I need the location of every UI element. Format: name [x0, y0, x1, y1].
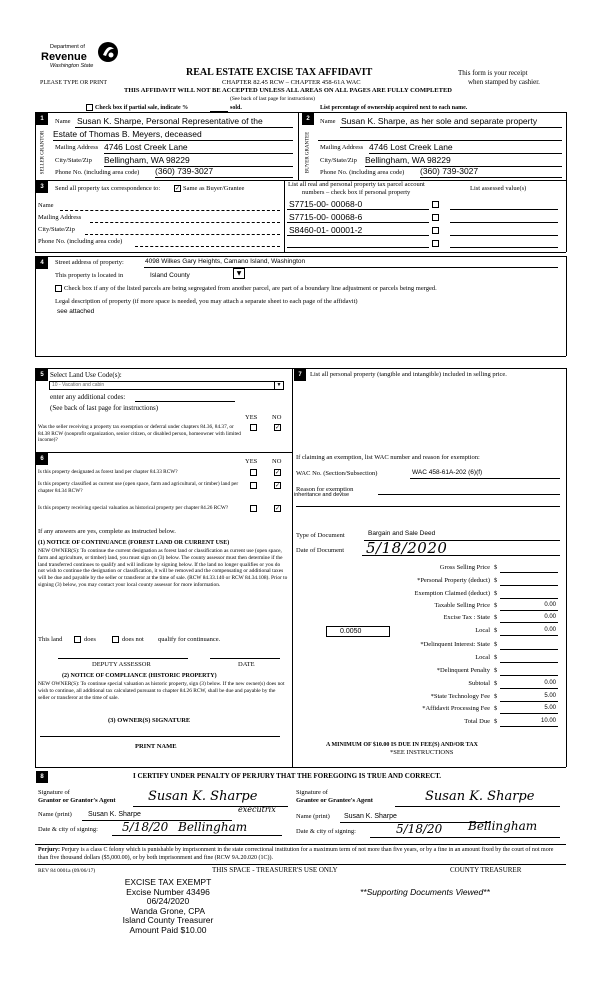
- parcel-number[interactable]: S7715-00- 00068-0: [289, 199, 363, 209]
- land-use-see-back: (See back of last page for instructions): [50, 404, 159, 412]
- see-instructions-note: *SEE INSTRUCTIONS: [390, 749, 454, 756]
- sec5-no-header: NO: [272, 414, 282, 421]
- current-use-yes-checkbox[interactable]: [250, 482, 257, 489]
- parcel-number[interactable]: S7715-00- 00068-6: [289, 212, 363, 222]
- box-rule: [35, 256, 566, 257]
- wac-label: WAC No. (Section/Subsection): [296, 470, 378, 477]
- buyer-grantee-label: BUYER GRANTEE: [305, 131, 311, 174]
- reason-line: [378, 494, 560, 495]
- minimum-fee-note: A MINIMUM OF $10.00 IS DUE IN FEE(S) AND/OR TAX: [326, 742, 478, 748]
- reason-line-2: [296, 506, 560, 507]
- tax-row-value[interactable]: 0.00: [544, 627, 556, 633]
- corr-phone-line[interactable]: [135, 246, 280, 247]
- county-treasurer-label: COUNTY TREASURER: [450, 866, 522, 874]
- chevron-down-icon[interactable]: ▼: [274, 382, 283, 389]
- tax-row-line: [500, 713, 558, 714]
- assessed-value-line[interactable]: [450, 247, 558, 248]
- please-type: PLEASE TYPE OR PRINT: [40, 80, 108, 86]
- tax-row-line: [500, 622, 558, 623]
- legal-desc-label: Legal description of property (if more space is needed, you may attach a separate sheet to each page of the affidavit): [55, 298, 358, 305]
- grantee-city-value[interactable]: Bellingham: [468, 819, 538, 833]
- corr-address-line[interactable]: [90, 222, 280, 223]
- assessed-value-line[interactable]: [450, 209, 558, 210]
- grantor-name-label: Name (print): [38, 811, 72, 818]
- box-rule: [35, 112, 566, 113]
- tax-row-dollar: $: [494, 627, 498, 634]
- supporting-docs-note: **Supporting Documents Viewed**: [360, 887, 490, 897]
- tax-row-label: *State Technology Fee: [430, 693, 490, 700]
- section-8-number: 8: [36, 771, 48, 783]
- doc-type-value[interactable]: Bargain and Sale Deed: [368, 530, 436, 537]
- tax-row-line: [500, 635, 558, 636]
- forest-yes-checkbox[interactable]: [250, 469, 257, 476]
- tax-row-line[interactable]: [500, 675, 558, 676]
- segregated-label: Check box if any of the listed parcels are being segregated from another parcel, are part of a boundary line adjustment or parcels being merged.: [64, 285, 437, 292]
- seller-city-value[interactable]: Bellingham, WA 98229: [104, 155, 190, 165]
- grantee-name-value[interactable]: Susan K. Sharpe: [344, 813, 397, 820]
- seller-address-label: Mailing Address: [55, 144, 99, 151]
- same-as-buyer-label: Same as Buyer/Grantee: [183, 185, 245, 192]
- sec6-no-header: NO: [272, 458, 282, 465]
- box-rule: [35, 452, 292, 453]
- tax-row-label: Excise Tax : State: [443, 614, 490, 621]
- historic-question: Is this property receiving special valuation as historical property per chapter 84.26 RCW?: [38, 505, 229, 511]
- dept-name: Revenue: [41, 51, 87, 63]
- does-checkbox[interactable]: [74, 636, 81, 643]
- corr-name-line[interactable]: [60, 210, 280, 211]
- exemption-no-checkbox[interactable]: ✓: [275, 424, 281, 431]
- does-label: does: [84, 636, 96, 643]
- tax-row-dollar: $: [494, 564, 498, 571]
- tax-row-label: Total Due: [464, 718, 490, 725]
- box-rule: [35, 767, 566, 768]
- street-address-line: [144, 267, 558, 268]
- seller-address-line: [104, 153, 293, 154]
- tax-row-value[interactable]: 0.00: [544, 602, 556, 608]
- exemption-header: If claiming an exemption, list WAC number and reason for exemption:: [296, 454, 480, 461]
- forest-no-checkbox[interactable]: ✓: [275, 469, 281, 476]
- box-rule: [35, 368, 36, 767]
- grantee-date-value[interactable]: 5/18/20: [396, 822, 443, 836]
- additional-codes-line[interactable]: [135, 401, 235, 402]
- grantor-signature[interactable]: Susan K. Sharpe: [148, 789, 258, 804]
- sec6-yes-header: YES: [245, 458, 258, 465]
- grantor-date-value[interactable]: 5/18/20: [122, 820, 169, 834]
- corr-phone-label: Phone No. (including area code): [38, 238, 123, 245]
- tax-row-line[interactable]: [500, 598, 558, 599]
- box-rule: [35, 256, 36, 356]
- section-4-number: 4: [36, 257, 48, 269]
- tax-row-dollar: $: [494, 614, 498, 621]
- street-address-value[interactable]: 4098 Wilkes Gary Heights, Camano Island, Washington: [145, 258, 306, 265]
- seller-grantor-sidebar: [37, 130, 47, 178]
- assessed-header: List assessed value(s): [470, 185, 527, 192]
- grantor-agent-label: Grantor or Grantor's Agent: [38, 797, 116, 804]
- notice-compliance-text: NEW OWNER(S): To continue special valuation as historic property, sign (3) below. If the new owner(s) does not wish to continue, all additional tax calculated pursuant to chapter 84.26 RCW, shall be due and payable by the seller or transferor at the time of sale.: [38, 681, 285, 701]
- county-dropdown[interactable]: ▼: [233, 268, 245, 279]
- seller-phone-label: Phone No. (including area code): [55, 169, 140, 176]
- notice-compliance-title: (2) NOTICE OF COMPLIANCE (HISTORIC PROPERTY): [62, 673, 217, 679]
- grantor-date-line: [112, 835, 282, 836]
- tax-row-dollar: $: [494, 693, 498, 700]
- buyer-address-label: Mailing Address: [320, 144, 364, 151]
- reason-value[interactable]: inheritance and devise: [294, 492, 350, 498]
- does-not-label: does not: [122, 636, 144, 643]
- if-yes-note: If any answers are yes, complete as instructed below.: [38, 528, 176, 535]
- date-line[interactable]: [210, 658, 280, 659]
- wac-line: [410, 478, 560, 479]
- seller-address-value[interactable]: 4746 Lost Creek Lane: [104, 142, 188, 152]
- certify-statement: I CERTIFY UNDER PENALTY OF PERJURY THAT THE FOREGOING IS TRUE AND CORRECT.: [133, 772, 442, 780]
- see-back-note: (See back of last page for instructions): [230, 96, 315, 102]
- buyer-name-value[interactable]: Susan K. Sharpe, as her sole and separate property: [341, 116, 538, 126]
- form-title: REAL ESTATE EXCISE TAX AFFIDAVIT: [186, 67, 373, 78]
- tax-row-label: Local: [475, 627, 490, 634]
- doc-type-label: Type of Document: [296, 532, 345, 539]
- buyer-address-value[interactable]: 4746 Lost Creek Lane: [369, 142, 453, 152]
- forest-land-question: Is this property designated as forest land per chapter 84.33 RCW?: [38, 469, 178, 475]
- parcel-number[interactable]: S8460-01- 00001-2: [289, 225, 363, 235]
- seller-name-value-2[interactable]: Estate of Thomas B. Meyers, deceased: [53, 129, 202, 139]
- buyer-city-label: City/State/Zip: [320, 157, 357, 164]
- current-use-question: Is this property classified as current use (open space, farm and agricultural, or timber) land per chapter 84.34 RCW?: [38, 481, 239, 494]
- doc-date-label: Date of Document: [296, 547, 345, 554]
- buyer-phone-line: [420, 177, 562, 178]
- box-rule: [284, 180, 285, 252]
- section-6-number: 6: [36, 453, 48, 465]
- street-address-label: Street address of property:: [55, 259, 124, 266]
- personal-property-checkbox[interactable]: [432, 214, 439, 221]
- located-in-label: This property is located in: [55, 272, 124, 279]
- county-value: Island County: [150, 272, 190, 279]
- grantor-sig-label: Signature of: [38, 789, 70, 796]
- corr-city-line[interactable]: [85, 234, 280, 235]
- grantee-agent-label: Grantee or Grantee's Agent: [296, 797, 373, 804]
- seller-phone-value[interactable]: (360) 739-3027: [155, 166, 214, 176]
- land-use-dropdown[interactable]: [49, 381, 284, 390]
- tax-row-dollar: $: [494, 577, 498, 584]
- historic-no-checkbox[interactable]: ✓: [275, 505, 281, 512]
- segregated-checkbox[interactable]: [55, 285, 62, 292]
- wac-value[interactable]: WAC 458-61A-202 (6)(f): [412, 469, 483, 476]
- dept-small: Department of: [50, 44, 85, 50]
- tax-row-line[interactable]: [500, 585, 558, 586]
- form-chapter: CHAPTER 82.45 RCW – CHAPTER 458-61A WAC: [222, 79, 361, 86]
- footer-rule: [35, 844, 566, 845]
- parcel-line: [287, 222, 429, 223]
- perjury-text: Perjury is a class C felony which is punishable by imprisonment in the state correctional institution for a maximum term of not more than five years, or by a fine in an amount fixed by the court of not more than five thousand dollars ($5,000.00), or by both imprisonment and fine (RCW 9A.20.020 (1C)).: [38, 847, 554, 861]
- personal-property-checkbox[interactable]: [432, 201, 439, 208]
- tax-row-label: *Delinquent Interest: State: [420, 641, 490, 648]
- historic-yes-checkbox[interactable]: [250, 505, 257, 512]
- parcel-line: [287, 235, 429, 236]
- exemption-yes-checkbox[interactable]: [250, 424, 257, 431]
- does-not-checkbox[interactable]: [112, 636, 119, 643]
- seller-grantor-label: SELLER GRANTOR: [40, 130, 46, 175]
- owner-signature-label: (3) OWNER(S) SIGNATURE: [108, 717, 191, 724]
- grantor-name-value[interactable]: Susan K. Sharpe: [88, 811, 141, 818]
- buyer-address-line: [369, 153, 562, 154]
- box-rule: [298, 112, 299, 180]
- tax-row-dollar: $: [494, 654, 498, 661]
- buyer-grantee-sidebar: [303, 130, 313, 178]
- same-as-buyer-checkbox[interactable]: ✓: [175, 185, 181, 192]
- parcels-header-2: numbers – check box if personal property: [302, 189, 411, 196]
- receipt-note-2: when stamped by cashier.: [468, 78, 540, 86]
- print-name-label: PRINT NAME: [135, 743, 177, 750]
- corr-name-label: Name: [38, 202, 54, 209]
- ownership-pct-label: List percentage of ownership acquired next to each name.: [320, 105, 468, 111]
- tax-row-line: [500, 688, 558, 689]
- tax-row-dollar: $: [494, 705, 498, 712]
- reason-label: Reason for exemption: [296, 486, 354, 493]
- buyer-name-label: Name: [320, 118, 336, 125]
- box-rule: [566, 112, 567, 252]
- personal-property-checkbox[interactable]: [432, 227, 439, 234]
- section-3-number: 3: [36, 181, 48, 193]
- exemption-question: Was the seller receiving a property tax exemption or deferral under chapters 84.36, 84.37, or 84.38 RCW (nonprofit organization, senior citizen, or disabled person, homeowner with limited income)?: [38, 424, 241, 444]
- stamp-line: 06/24/2020: [146, 896, 190, 906]
- seller-name-line-2: [53, 140, 293, 141]
- grantee-date-line: [370, 837, 560, 838]
- buyer-city-value[interactable]: Bellingham, WA 98229: [365, 155, 451, 165]
- tax-row-dollar: $: [494, 718, 498, 725]
- send-correspondence-label: Send all property tax correspondence to:: [55, 185, 161, 192]
- tax-row-line: [500, 610, 558, 611]
- assessed-value-line[interactable]: [450, 222, 558, 223]
- section-5-number: 5: [36, 369, 48, 381]
- tax-row-value[interactable]: 5.00: [544, 693, 556, 699]
- tax-row-label: *Affidavit Processing Fee: [422, 705, 490, 712]
- corr-address-label: Mailing Address: [38, 214, 82, 221]
- box-rule: [292, 368, 293, 767]
- grantee-sig-line: [395, 806, 560, 807]
- deputy-assessor-label: DEPUTY ASSESSOR: [92, 661, 151, 668]
- buyer-name-line-2: [318, 140, 562, 141]
- tax-row-dollar: $: [494, 641, 498, 648]
- tax-row-value[interactable]: 5.00: [544, 705, 556, 711]
- assessed-value-line[interactable]: [450, 235, 558, 236]
- tax-row-label: Gross Selling Price: [439, 564, 490, 571]
- tax-row-label: *Delinquent Penalty: [436, 667, 490, 674]
- seller-phone-line: [155, 177, 293, 178]
- tax-row-label: Local: [475, 654, 490, 661]
- corr-city-label: City/State/Zip: [38, 226, 75, 233]
- footer-rule: [35, 864, 566, 865]
- parcels-header-1: List all real and personal property tax parcel account: [288, 181, 425, 188]
- personal-property-label: List all personal property (tangible and intangible) included in selling price.: [310, 371, 507, 378]
- seller-name-label: Name: [55, 118, 71, 125]
- current-use-no-checkbox[interactable]: ✓: [275, 482, 281, 489]
- perjury-notice: [38, 847, 563, 863]
- stamp-line: Island County Treasurer: [122, 915, 214, 925]
- partial-sale-label: Check box if partial sale, indicate %: [95, 105, 189, 111]
- section-7-number: 7: [294, 369, 306, 381]
- local-rate-value: 0.0050: [340, 628, 362, 635]
- deputy-date-label: DATE: [238, 661, 255, 668]
- grantee-date-label: Date & city of signing:: [296, 828, 356, 835]
- buyer-phone-label: Phone No. (including area code): [320, 169, 405, 176]
- section-1-number: 1: [36, 113, 48, 125]
- tax-row-line: [500, 701, 558, 702]
- parcel-line[interactable]: [287, 247, 429, 248]
- land-use-value: 10 - Vacation and cabin: [52, 382, 105, 388]
- notice-continuance-title: (1) NOTICE OF CONTINUANCE (FOREST LAND OR CURRENT USE): [38, 540, 230, 546]
- dept-state: Washington State: [50, 63, 94, 69]
- tax-row-label: Exemption Claimed (deduct): [414, 590, 490, 597]
- grantee-name-label: Name (print): [296, 813, 330, 820]
- seller-name-line: [75, 127, 293, 128]
- not-accepted-notice: THIS AFFIDAVIT WILL NOT BE ACCEPTED UNLESS ALL AREAS ON ALL PAGES ARE FULLY COMPLETED: [124, 87, 452, 94]
- tax-row-line[interactable]: [500, 572, 558, 573]
- tax-row-dollar: $: [494, 590, 498, 597]
- tax-row-value[interactable]: 10.00: [540, 718, 556, 724]
- revenue-logo-icon: [96, 40, 120, 64]
- tax-row-dollar: $: [494, 680, 498, 687]
- seller-city-label: City/State/Zip: [55, 157, 92, 164]
- deputy-line[interactable]: [58, 658, 188, 659]
- notice-continuance-text: NEW OWNER(S): To continue the current designation as forest land or classification as current use (open space, farm and agriculture, or timber) land, you must sign on (3) below. The county assessor must then determine if the land transferred continues to qualify and will indicate by signing below. If the land no longer qualifies or you do not wish to continue the designation or classification, it will be removed and the compensating or additional taxes will be due and payable by the seller or transferor at the time of sale. (RCW 84.33.140 or RCW 84.34.108). Prior to signing (3) below, you may contact your local county assessor for more information.: [38, 548, 288, 588]
- tax-row-label: Subtotal: [468, 680, 490, 687]
- tax-row-dollar: $: [494, 602, 498, 609]
- section-2-number: 2: [302, 113, 314, 125]
- buyer-name-line: [340, 127, 562, 128]
- additional-codes-label: enter any additional codes:: [50, 393, 126, 401]
- doc-date-value[interactable]: 5/18/2020: [366, 539, 448, 557]
- box-rule: [35, 252, 566, 253]
- personal-property-checkbox[interactable]: [432, 240, 439, 247]
- treasurer-stamp: [108, 878, 228, 935]
- partial-sale-checkbox[interactable]: [86, 104, 93, 111]
- tax-row-label: *Personal Property (deduct): [417, 577, 490, 584]
- grantor-date-label: Date & city of signing:: [38, 826, 98, 833]
- owner-signature-line[interactable]: [40, 736, 280, 737]
- sold-label: sold.: [230, 105, 242, 111]
- qualify-label: qualify for continuance.: [158, 636, 221, 643]
- stamp-line: Wanda Grone, CPA: [130, 905, 206, 916]
- legal-desc-value[interactable]: see attached: [57, 308, 95, 315]
- seller-name-value-1[interactable]: Susan K. Sharpe, Personal Representative of the: [77, 116, 263, 126]
- tax-row-dollar: $: [494, 667, 498, 674]
- select-land-use-label: Select Land Use Code(s):: [50, 371, 122, 379]
- tax-row-label: Taxable Selling Price: [434, 602, 490, 609]
- box-rule: [566, 256, 567, 356]
- receipt-note-1: This form is your receipt: [458, 69, 528, 77]
- grantor-city-value[interactable]: Bellingham: [178, 820, 248, 834]
- buyer-phone-value[interactable]: (360) 739-3027: [420, 166, 479, 176]
- grantee-sig-label: Signature of: [296, 789, 328, 796]
- box-rule: [35, 356, 566, 357]
- sec5-yes-header: YES: [245, 414, 258, 421]
- grantee-signature[interactable]: Susan K. Sharpe: [425, 789, 535, 804]
- box-rule: [566, 368, 567, 767]
- rev-number: REV 84 0001a (09/06/17): [38, 868, 96, 874]
- grantor-executrix: executrix: [238, 805, 276, 814]
- parcel-line: [287, 209, 429, 210]
- treasurer-space-label: THIS SPACE - TREASURER'S USE ONLY: [212, 866, 338, 874]
- this-land-label: This land: [38, 636, 63, 643]
- tax-row-line: [500, 726, 558, 727]
- tax-row-value[interactable]: 0.00: [544, 680, 556, 686]
- stamp-line: EXCISE TAX EXEMPT: [124, 877, 212, 887]
- stamp-line: Excise Number 43496: [126, 886, 210, 897]
- perjury-bold: Perjury:: [38, 847, 60, 853]
- tax-row-value[interactable]: 0.00: [544, 614, 556, 620]
- stamp-line: Amount Paid $10.00: [129, 924, 207, 935]
- tax-row-line[interactable]: [500, 662, 558, 663]
- tax-row-line[interactable]: [500, 649, 558, 650]
